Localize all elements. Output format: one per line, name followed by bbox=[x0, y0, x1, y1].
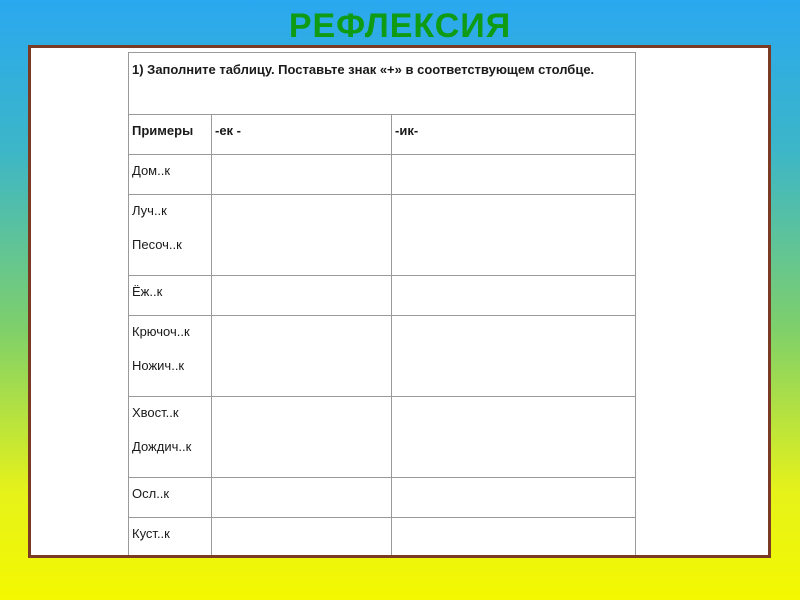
table-row bbox=[129, 195, 636, 276]
ek-answer-cell[interactable] bbox=[212, 316, 392, 397]
table-row bbox=[129, 276, 636, 316]
example-word: Крючоч..к bbox=[132, 324, 190, 339]
example-cell bbox=[129, 195, 212, 276]
column-header-examples: Примеры bbox=[129, 115, 212, 155]
ik-answer-cell[interactable] bbox=[392, 155, 636, 195]
example-word: Осл..к bbox=[132, 486, 170, 501]
example-cell bbox=[129, 518, 212, 559]
ek-answer-cell[interactable] bbox=[212, 276, 392, 316]
example-word: Хвост..к bbox=[132, 405, 179, 420]
example-word: Луч..к bbox=[132, 203, 167, 218]
ik-answer-cell[interactable] bbox=[392, 478, 636, 518]
ek-answer-cell[interactable] bbox=[212, 397, 392, 478]
slide-title: РЕФЛЕКСИЯ bbox=[288, 7, 512, 45]
ek-answer-cell[interactable] bbox=[212, 155, 392, 195]
ek-answer-cell[interactable] bbox=[212, 478, 392, 518]
column-header-ik: -ик- bbox=[392, 115, 636, 155]
header-row bbox=[129, 115, 636, 155]
instruction-cell: 1) Заполните таблицу. Поставьте знак «+» в соответствующем столбце. bbox=[129, 53, 636, 115]
example-word: Ножич..к bbox=[132, 358, 185, 373]
example-cell bbox=[129, 397, 212, 478]
ek-answer-cell[interactable] bbox=[212, 518, 392, 559]
table-row bbox=[129, 155, 636, 195]
example-word: Дом..к bbox=[132, 163, 171, 178]
example-cell bbox=[129, 276, 212, 316]
table-row bbox=[129, 316, 636, 397]
example-word: Ёж..к bbox=[132, 284, 163, 299]
example-cell bbox=[129, 155, 212, 195]
table-row bbox=[129, 478, 636, 518]
slide-frame bbox=[28, 45, 771, 558]
column-header-ek: -ек - bbox=[212, 115, 392, 155]
example-word: Дождич..к bbox=[132, 439, 192, 454]
example-cell bbox=[129, 316, 212, 397]
ek-answer-cell[interactable] bbox=[212, 195, 392, 276]
example-word: Песоч..к bbox=[132, 237, 182, 252]
table-row bbox=[129, 397, 636, 478]
example-cell bbox=[129, 478, 212, 518]
example-word: Куст..к bbox=[132, 526, 170, 541]
ik-answer-cell[interactable] bbox=[392, 397, 636, 478]
ik-answer-cell[interactable] bbox=[392, 316, 636, 397]
ik-answer-cell[interactable] bbox=[392, 518, 636, 559]
ik-answer-cell[interactable] bbox=[392, 195, 636, 276]
ik-answer-cell[interactable] bbox=[392, 276, 636, 316]
table-row bbox=[129, 518, 636, 559]
exercise-table bbox=[128, 52, 636, 558]
